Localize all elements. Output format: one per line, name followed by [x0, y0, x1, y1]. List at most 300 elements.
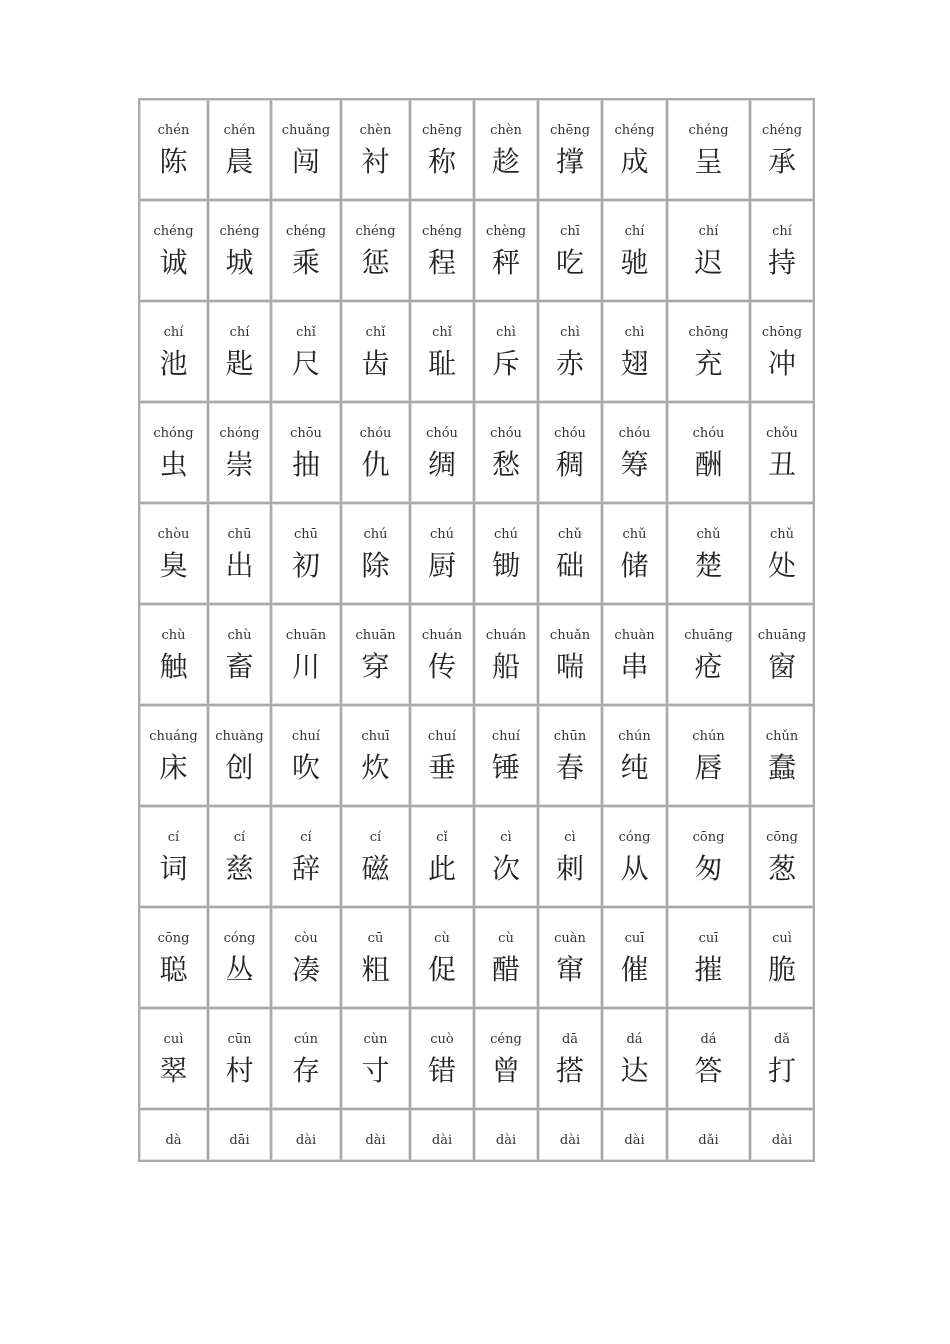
pinyin-label: chù: [161, 628, 186, 643]
character-cell: [602, 301, 667, 402]
character-cell: [602, 705, 667, 806]
hanzi-character: 川: [291, 650, 320, 683]
pinyin-label: chǐ: [432, 325, 452, 340]
grid-row: [139, 200, 814, 301]
pinyin-label: cōng: [692, 830, 725, 845]
pinyin-label: cì: [500, 830, 512, 845]
pinyin-label: chuī: [361, 729, 390, 744]
grid-row: [139, 503, 814, 604]
character-cell: [667, 200, 750, 301]
hanzi-character: 疮: [694, 650, 723, 683]
hanzi-character: 达: [620, 1054, 649, 1087]
pinyin-label: cí: [300, 830, 312, 845]
character-cell: [208, 604, 271, 705]
pinyin-label: chuāng: [684, 628, 733, 643]
hanzi-character: 称: [427, 145, 456, 178]
hanzi-character: 醋: [491, 953, 520, 986]
pinyin-label: chòu: [157, 527, 190, 542]
character-cell: [667, 301, 750, 402]
character-cell: [341, 1008, 410, 1109]
hanzi-character: 喘: [555, 650, 584, 683]
pinyin-label: cōng: [766, 830, 798, 845]
character-cell: [750, 301, 814, 402]
pinyin-label: dā: [561, 1032, 579, 1047]
pinyin-label: chí: [163, 325, 184, 340]
character-cell: [667, 806, 750, 907]
pinyin-label: cuò: [430, 1032, 454, 1047]
character-cell: [750, 402, 814, 503]
character-cell: [208, 503, 271, 604]
character-cell: [139, 1008, 208, 1109]
hanzi-character: 翅: [620, 347, 649, 380]
pinyin-label: chóu: [692, 426, 725, 441]
pinyin-label: cún: [293, 1032, 319, 1047]
character-cell: [667, 402, 750, 503]
pinyin-label: chún: [692, 729, 725, 744]
character-cell: [538, 402, 602, 503]
pinyin-label: chūn: [553, 729, 587, 744]
character-cell: [410, 1109, 474, 1161]
hanzi-character: 锄: [491, 549, 520, 582]
pinyin-label: chuáng: [149, 729, 198, 744]
pinyin-label: chuàng: [215, 729, 264, 744]
grid-row: [139, 806, 814, 907]
hanzi-character: 纯: [620, 751, 649, 784]
hanzi-character: 脆: [767, 953, 796, 986]
character-cell: [208, 1008, 271, 1109]
character-cell: [667, 907, 750, 1008]
pinyin-label: chú: [363, 527, 388, 542]
character-cell: [538, 503, 602, 604]
pinyin-label: cǐ: [436, 830, 448, 845]
hanzi-character: 趁: [491, 145, 520, 178]
hanzi-character: 楚: [694, 549, 723, 582]
pinyin-label: chǒu: [766, 426, 798, 441]
pinyin-label: chū: [227, 527, 252, 542]
character-cell: [271, 99, 341, 200]
hanzi-character: 错: [427, 1054, 456, 1087]
pinyin-label: cuàn: [554, 931, 586, 946]
character-cell: [602, 1008, 667, 1109]
hanzi-character: 础: [555, 549, 584, 582]
character-cell: [341, 200, 410, 301]
character-cell: [474, 99, 538, 200]
pinyin-label: dài: [431, 1133, 453, 1148]
pinyin-label: chí: [698, 224, 719, 239]
pinyin-label: chéng: [153, 224, 194, 239]
pinyin-label: cí: [167, 830, 180, 845]
hanzi-character: 尺: [291, 347, 320, 380]
character-cell: [474, 907, 538, 1008]
character-cell: [538, 99, 602, 200]
character-cell: [208, 907, 271, 1008]
character-cell: [139, 1109, 208, 1161]
hanzi-character: 船: [491, 650, 520, 683]
hanzi-character: 凑: [291, 953, 320, 986]
hanzi-character: 初: [291, 549, 320, 582]
pinyin-label: dá: [626, 1032, 643, 1047]
pinyin-label: cūn: [227, 1032, 252, 1047]
grid-row: [139, 301, 814, 402]
hanzi-character: 传: [427, 650, 456, 683]
hanzi-character: 窜: [555, 953, 584, 986]
hanzi-character: 耻: [427, 347, 456, 380]
pinyin-label: chōng: [688, 325, 729, 340]
character-cell: [750, 604, 814, 705]
character-cell: [341, 806, 410, 907]
hanzi-character: 炊: [361, 751, 390, 784]
pinyin-label: dá: [700, 1032, 717, 1047]
character-cell: [538, 1008, 602, 1109]
character-cell: [667, 503, 750, 604]
character-cell: [271, 806, 341, 907]
pinyin-character-grid: [138, 98, 815, 1162]
pinyin-label: chuān: [355, 628, 396, 643]
hanzi-character: 串: [620, 650, 649, 683]
character-cell: [602, 99, 667, 200]
character-cell: [208, 99, 271, 200]
pinyin-label: chóu: [426, 426, 458, 441]
hanzi-character: 畜: [225, 650, 254, 683]
hanzi-character: 除: [361, 549, 390, 582]
character-cell: [410, 503, 474, 604]
pinyin-label: chuān: [285, 628, 327, 643]
hanzi-character: 丑: [767, 448, 796, 481]
character-cell: [538, 301, 602, 402]
pinyin-label: chēng: [421, 123, 463, 138]
hanzi-character: 持: [767, 246, 796, 279]
character-cell: [341, 705, 410, 806]
character-cell: [139, 301, 208, 402]
pinyin-label: cuì: [163, 1032, 184, 1047]
hanzi-character: 储: [620, 549, 649, 582]
grid-row: [139, 705, 814, 806]
character-cell: [410, 200, 474, 301]
hanzi-character: 春: [555, 751, 584, 784]
character-cell: [667, 604, 750, 705]
pinyin-label: chén: [223, 123, 256, 138]
pinyin-label: dài: [295, 1133, 317, 1148]
character-cell: [139, 806, 208, 907]
hanzi-character: 齿: [361, 347, 390, 380]
pinyin-label: cōng: [157, 931, 190, 946]
hanzi-character: 窗: [767, 650, 796, 683]
pinyin-label: chú: [429, 527, 455, 542]
hanzi-character: 答: [694, 1054, 723, 1087]
pinyin-label: chī: [560, 224, 580, 239]
character-cell: [474, 301, 538, 402]
character-cell: [208, 402, 271, 503]
character-cell: [410, 402, 474, 503]
hanzi-character: 摧: [694, 953, 723, 986]
hanzi-character: 丛: [225, 953, 254, 986]
character-cell: [538, 1109, 602, 1161]
hanzi-character: 次: [491, 852, 520, 885]
pinyin-label: chèng: [485, 224, 527, 239]
pinyin-label: chǔ: [696, 527, 721, 542]
grid-row: [139, 99, 814, 200]
hanzi-character: 酬: [694, 448, 723, 481]
hanzi-character: 从: [620, 852, 649, 885]
hanzi-character: 惩: [361, 246, 390, 279]
hanzi-character: 斥: [491, 347, 520, 380]
hanzi-character: 冲: [767, 347, 796, 380]
character-cell: [667, 705, 750, 806]
character-cell: [538, 907, 602, 1008]
pinyin-label: cuì: [772, 931, 792, 946]
hanzi-character: 床: [159, 751, 188, 784]
hanzi-character: 乘: [291, 246, 320, 279]
pinyin-label: dāi: [229, 1133, 250, 1148]
character-cell: [271, 604, 341, 705]
character-cell: [667, 99, 750, 200]
character-cell: [139, 200, 208, 301]
pinyin-label: cù: [498, 931, 514, 946]
pinyin-label: cùn: [363, 1032, 388, 1047]
pinyin-label: chǐ: [296, 325, 316, 340]
pinyin-label: cí: [369, 830, 382, 845]
pinyin-label: dài: [624, 1133, 645, 1148]
hanzi-character: 创: [225, 751, 254, 784]
grid-row: [139, 907, 814, 1008]
character-cell: [750, 705, 814, 806]
pinyin-label: chuǎng: [281, 123, 331, 138]
character-cell: [139, 99, 208, 200]
character-cell: [341, 402, 410, 503]
character-cell: [410, 604, 474, 705]
hanzi-character: 呈: [694, 145, 723, 178]
pinyin-label: chéng: [761, 123, 803, 138]
character-cell: [538, 705, 602, 806]
hanzi-character: 辞: [291, 852, 320, 885]
character-cell: [538, 200, 602, 301]
hanzi-character: 翠: [159, 1054, 188, 1087]
character-cell: [602, 402, 667, 503]
hanzi-character: 出: [225, 549, 254, 582]
pinyin-label: chōng: [761, 325, 803, 340]
character-cell: [410, 907, 474, 1008]
character-cell: [139, 604, 208, 705]
pinyin-label: cuī: [624, 931, 645, 946]
pinyin-label: chèn: [490, 123, 522, 138]
pinyin-label: chuí: [427, 729, 457, 744]
pinyin-label: cóng: [618, 830, 651, 845]
hanzi-character: 粗: [361, 953, 390, 986]
hanzi-character: 仇: [361, 448, 390, 481]
character-cell: [139, 402, 208, 503]
character-cell: [410, 806, 474, 907]
character-cell: [271, 907, 341, 1008]
character-cell: [410, 705, 474, 806]
hanzi-character: 此: [427, 852, 456, 885]
character-cell: [602, 604, 667, 705]
hanzi-character: 驰: [620, 246, 649, 279]
pinyin-label: chí: [624, 224, 645, 239]
character-cell: [474, 1008, 538, 1109]
hanzi-character: 穿: [361, 650, 390, 683]
pinyin-label: chéng: [285, 224, 327, 239]
character-cell: [602, 907, 667, 1008]
character-cell: [667, 1008, 750, 1109]
hanzi-character: 聪: [159, 953, 188, 986]
character-cell: [208, 806, 271, 907]
character-cell: [750, 503, 814, 604]
grid-row: [139, 604, 814, 705]
grid-row: [139, 1008, 814, 1109]
character-cell: [750, 1109, 814, 1161]
character-cell: [208, 705, 271, 806]
character-cell: [410, 1008, 474, 1109]
hanzi-character: 衬: [361, 145, 390, 178]
hanzi-character: 寸: [361, 1054, 390, 1087]
pinyin-label: chǔ: [769, 527, 795, 542]
hanzi-character: 打: [767, 1054, 796, 1087]
character-cell: [208, 301, 271, 402]
hanzi-character: 池: [159, 347, 188, 380]
hanzi-character: 锤: [491, 751, 520, 784]
pinyin-label: dài: [495, 1133, 517, 1148]
character-cell: [341, 301, 410, 402]
hanzi-character: 处: [767, 549, 796, 582]
hanzi-character: 匙: [225, 347, 254, 380]
hanzi-character: 稠: [555, 448, 584, 481]
character-cell: [538, 806, 602, 907]
hanzi-character: 成: [620, 145, 649, 178]
pinyin-label: chén: [157, 123, 190, 138]
hanzi-character: 筹: [620, 448, 649, 481]
character-cell: [341, 1109, 410, 1161]
character-cell: [538, 604, 602, 705]
pinyin-label: dài: [365, 1133, 386, 1148]
pinyin-label: chóng: [219, 426, 260, 441]
hanzi-character: 词: [159, 852, 188, 885]
pinyin-label: chǔn: [765, 729, 799, 744]
character-cell: [602, 806, 667, 907]
character-cell: [410, 301, 474, 402]
hanzi-character: 葱: [767, 852, 796, 885]
pinyin-label: dài: [559, 1133, 581, 1148]
character-cell: [139, 705, 208, 806]
hanzi-character: 迟: [694, 246, 723, 279]
pinyin-label: chèn: [359, 123, 392, 138]
hanzi-character: 磁: [361, 852, 390, 885]
character-cell: [139, 503, 208, 604]
pinyin-label: dài: [771, 1133, 793, 1148]
character-cell: [474, 1109, 538, 1161]
pinyin-label: chuàn: [614, 628, 655, 643]
hanzi-character: 垂: [427, 751, 456, 784]
character-cell: [750, 200, 814, 301]
character-cell: [208, 1109, 271, 1161]
hanzi-character: 曾: [491, 1054, 520, 1087]
hanzi-character: 城: [225, 246, 254, 279]
pinyin-label: cù: [434, 931, 450, 946]
character-cell: [474, 200, 538, 301]
pinyin-label: chú: [493, 527, 519, 542]
character-cell: [474, 402, 538, 503]
pinyin-label: chū: [293, 527, 319, 542]
character-cell: [750, 99, 814, 200]
hanzi-character: 厨: [427, 549, 456, 582]
hanzi-character: 绸: [427, 448, 456, 481]
character-cell: [271, 503, 341, 604]
hanzi-character: 唇: [694, 751, 723, 784]
character-cell: [341, 99, 410, 200]
hanzi-character: 诚: [159, 246, 188, 279]
hanzi-character: 催: [620, 953, 649, 986]
pinyin-label: cì: [564, 830, 576, 845]
hanzi-character: 促: [427, 953, 456, 986]
hanzi-character: 存: [291, 1054, 320, 1087]
pinyin-label: dǎ: [773, 1032, 791, 1047]
character-cell: [271, 200, 341, 301]
hanzi-character: 抽: [291, 448, 320, 481]
character-cell: [602, 200, 667, 301]
hanzi-character: 陈: [159, 145, 188, 178]
pinyin-label: chǔ: [557, 527, 583, 542]
character-cell: [750, 1008, 814, 1109]
pinyin-label: chuāng: [757, 628, 807, 643]
character-cell: [602, 1109, 667, 1161]
hanzi-character: 愁: [491, 448, 520, 481]
pinyin-label: chéng: [355, 224, 396, 239]
pinyin-label: chōu: [290, 426, 322, 441]
hanzi-character: 撑: [555, 145, 584, 178]
hanzi-character: 晨: [225, 145, 254, 178]
hanzi-character: 搭: [555, 1054, 584, 1087]
pinyin-label: chóu: [359, 426, 392, 441]
pinyin-label: chǐ: [365, 325, 386, 340]
character-cell: [474, 503, 538, 604]
character-cell: [410, 99, 474, 200]
pinyin-label: chì: [496, 325, 516, 340]
pinyin-label: chǔ: [622, 527, 647, 542]
pinyin-label: cí: [233, 830, 246, 845]
pinyin-label: chuǎn: [549, 628, 591, 643]
hanzi-character: 程: [427, 246, 456, 279]
grid-body: [139, 99, 814, 1161]
character-cell: [667, 1109, 750, 1161]
pinyin-label: chóng: [153, 426, 194, 441]
hanzi-character: 触: [159, 650, 188, 683]
pinyin-label: chóu: [554, 426, 586, 441]
hanzi-character: 虫: [159, 448, 188, 481]
character-cell: [271, 301, 341, 402]
hanzi-character: 闯: [291, 145, 320, 178]
hanzi-character: 吃: [555, 246, 584, 279]
character-cell: [271, 705, 341, 806]
character-cell: [341, 604, 410, 705]
character-cell: [750, 806, 814, 907]
pinyin-label: chuán: [421, 628, 463, 643]
pinyin-label: chéng: [421, 224, 463, 239]
character-cell: [474, 806, 538, 907]
pinyin-label: chún: [618, 729, 651, 744]
character-cell: [602, 503, 667, 604]
hanzi-character: 秤: [491, 246, 520, 279]
grid-row: [139, 402, 814, 503]
character-cell: [474, 705, 538, 806]
pinyin-label: chuán: [485, 628, 527, 643]
hanzi-character: 充: [694, 347, 723, 380]
pinyin-label: chì: [560, 325, 580, 340]
hanzi-character: 村: [225, 1054, 254, 1087]
character-cell: [271, 402, 341, 503]
pinyin-label: cóng: [223, 931, 256, 946]
pinyin-label: chí: [229, 325, 250, 340]
pinyin-label: chì: [624, 325, 645, 340]
hanzi-character: 承: [767, 145, 796, 178]
